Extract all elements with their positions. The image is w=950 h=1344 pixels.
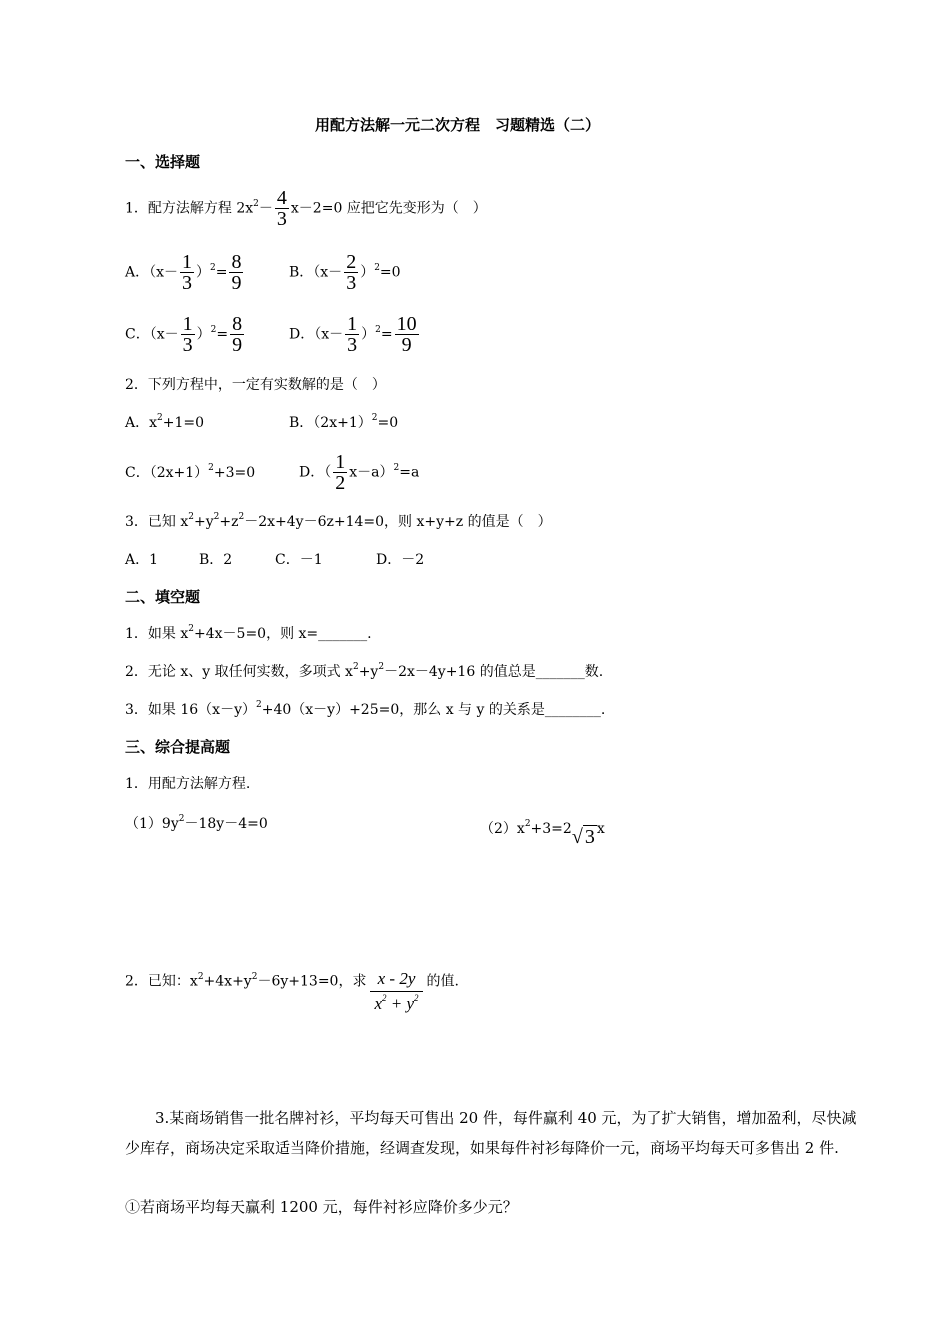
q1-c-label: C．（x－	[125, 326, 179, 343]
q1-b-n1: 2	[346, 251, 357, 273]
q1-option-c	[125, 314, 246, 355]
q3-t3: +z	[219, 514, 239, 530]
q3-option-b: B．2	[199, 552, 233, 568]
q1-option-b	[289, 252, 401, 293]
q2-d-denominator: 2	[335, 472, 346, 494]
q2-d-mid: x－a）	[349, 464, 394, 481]
comprehensive-question-2	[125, 960, 459, 1013]
q3-s2: 2	[213, 512, 220, 523]
c1-p1-pre: （1）9y	[125, 816, 179, 832]
fill1-pre: 1．如果 x	[125, 626, 189, 642]
c1-p2-radicand: 3	[584, 826, 595, 848]
c2-s1: 2	[197, 972, 204, 983]
c2-frac-denominator	[370, 992, 422, 1014]
q1-d-eq: =	[380, 326, 393, 343]
c2-den-op: +	[386, 993, 407, 1013]
comprehensive-question-3-paragraph: 3.某商场销售一批名牌衬衫，平均每天可售出 20 件，每件赢利 40 元，为了扩大销售，增加盈利，尽快减少库存，商场决定采取适当降价措施，经调查发现，如果每件衬衫每降价一元，商场平均每天可多售出 2 件.	[125, 1109, 857, 1157]
c2-frac-numerator: x - 2y	[370, 970, 422, 992]
q1-option-d	[289, 314, 421, 355]
fill3-pre: 3．如果 16（x－y）	[125, 702, 256, 718]
c1-part-1	[125, 814, 268, 832]
q2-d-post: =a	[399, 464, 420, 481]
fill2-s2: 2	[378, 662, 385, 673]
c1-p1-sup: 2	[178, 814, 185, 825]
q1-d-n2: 10	[396, 313, 417, 335]
fill-question-2	[125, 662, 604, 680]
q2-a-post: +1=0	[162, 415, 205, 431]
q1-b-eq: =0	[379, 264, 401, 281]
comprehensive-question-1-stem: 1．用配方法解方程.	[125, 776, 251, 792]
q3-t2: +y	[194, 514, 214, 530]
c1-p2-sup: 2	[524, 819, 531, 830]
q2-a-sup: 2	[157, 413, 163, 424]
q2-b-sup: 2	[371, 413, 378, 424]
section-heading-fill: 二、填空题	[125, 588, 201, 606]
q2-b-post: =0	[377, 415, 399, 431]
fill3-sup: 2	[255, 700, 262, 711]
fill1-post: +4x－5=0，则 x=_______.	[194, 626, 372, 642]
q1-c-n1: 1	[182, 313, 193, 335]
q1-c-n2: 8	[232, 313, 243, 335]
q1-stem-sup: 2	[253, 198, 259, 209]
q1-stem-post: x－2=0 应把它先变形为（ ）	[290, 200, 487, 217]
c2-tail: 的值.	[426, 973, 459, 990]
q1-a-label: A．（x－	[125, 264, 179, 281]
c2-mid: +4x+y	[203, 973, 252, 990]
q1-frac-numerator: 4	[276, 187, 287, 209]
q1-a-d1: 3	[182, 272, 193, 294]
q1-c-frac2	[230, 314, 244, 355]
q1-d-n1: 1	[347, 313, 358, 335]
c2-s2: 2	[251, 972, 258, 983]
c1-p1-post: －18y－4=0	[184, 816, 268, 832]
question-2-stem: 2．下列方程中，一定有实数解的是（ ）	[125, 377, 386, 393]
c2-expression-fraction	[370, 970, 422, 1013]
q1-a-eq: =	[215, 264, 228, 281]
fill3-post: +40（x－y）+25=0，那么 x 与 y 的关系是________.	[261, 702, 606, 718]
question-3-stem	[125, 512, 552, 530]
q1-b-d1: 3	[346, 272, 357, 294]
q2-d-pre: D．（	[299, 464, 332, 481]
c2-den-s1: 2	[382, 993, 387, 1004]
q1-c-sup: 2	[210, 324, 217, 335]
q1-a-d2: 9	[231, 272, 242, 294]
fill2-mid: +y	[358, 664, 379, 680]
q1-d-frac1	[345, 314, 359, 355]
q1-stem-fraction	[275, 188, 289, 229]
q2-c-post: +3=0	[213, 465, 256, 481]
q1-d-label: D．（x－	[289, 326, 344, 343]
c1-p2-post: x	[596, 821, 605, 837]
q2-option-a	[125, 413, 205, 431]
q1-a-frac1	[180, 252, 194, 293]
q1-a-frac2	[229, 252, 243, 293]
q1-a-n2: 8	[231, 251, 242, 273]
c1-part-2	[480, 817, 605, 848]
q1-a-sup: 2	[210, 262, 216, 273]
fill-question-1	[125, 624, 372, 642]
c1-p2-mid: +3=2	[530, 821, 572, 837]
q1-d-d1: 3	[347, 334, 358, 356]
q1-option-a	[125, 252, 245, 293]
q1-c-d1: 3	[182, 334, 193, 356]
q1-b-sup: 2	[374, 262, 380, 273]
q3-t1: 3．已知 x	[125, 514, 189, 530]
q1-c-frac1	[181, 314, 195, 355]
q1-c-mid: ）	[196, 326, 211, 343]
q2-c-pre: C．（2x+1）	[125, 465, 209, 481]
c3-subquestion-1: ①若商场平均每天赢利 1200 元，每件衬衫应降价多少元？	[125, 1198, 518, 1216]
q3-s3: 2	[238, 512, 245, 523]
q1-a-n1: 1	[182, 251, 193, 273]
q1-b-mid: ）	[360, 264, 375, 281]
q1-d-mid: ）	[361, 326, 376, 343]
q1-a-mid: ）	[196, 264, 211, 281]
fill1-sup: 2	[188, 624, 194, 635]
c1-p2-pre: （2）x	[480, 821, 525, 837]
q2-d-numerator: 1	[335, 451, 346, 473]
q2-b-pre: B．（2x+1）	[289, 415, 372, 431]
q2-a-pre: A．x	[125, 415, 158, 431]
q1-c-d2: 9	[232, 334, 243, 356]
c2-post: －6y+13=0，求	[257, 973, 367, 990]
q3-option-c: C．－1	[275, 552, 323, 568]
sqrt-sign-icon: √	[571, 826, 583, 848]
q2-option-b	[289, 413, 399, 431]
q3-option-d: D．－2	[376, 552, 425, 568]
question-1-stem	[125, 188, 487, 229]
q1-d-sup: 2	[375, 324, 381, 335]
q1-c-eq: =	[216, 326, 229, 343]
q2-option-d	[299, 452, 419, 493]
q2-option-c	[125, 463, 256, 481]
c2-den-s2: 2	[414, 993, 419, 1004]
q1-d-d2: 9	[401, 334, 412, 356]
q1-stem-mid: －	[258, 200, 273, 217]
q2-c-sup: 2	[208, 463, 214, 474]
c2-den-a: x	[374, 993, 383, 1013]
fill2-pre: 2．无论 x、y 取任何实数，多项式 x	[125, 664, 353, 680]
q1-stem-pre: 1．配方法解方程 2x	[125, 200, 254, 217]
section-heading-comprehensive: 三、综合提高题	[125, 738, 231, 756]
q2-d-sup: 2	[393, 462, 400, 473]
c2-pre: 2．已知：x	[125, 973, 198, 990]
q1-b-label: B．（x－	[289, 264, 343, 281]
section-heading-choice: 一、选择题	[125, 153, 201, 171]
q3-option-a: A．1	[125, 552, 159, 568]
q1-b-frac1	[344, 252, 358, 293]
q1-frac-denominator: 3	[276, 208, 287, 230]
fill2-post: －2x－4y+16 的值总是_______数.	[384, 664, 604, 680]
q1-d-frac2	[395, 314, 419, 355]
c1-p2-sqrt	[572, 826, 597, 848]
fill2-s1: 2	[352, 662, 359, 673]
fill-question-3	[125, 700, 606, 718]
q3-s1: 2	[188, 512, 194, 523]
page-title: 用配方法解一元二次方程 习题精选（二）	[315, 116, 601, 134]
c2-den-b: y	[406, 993, 415, 1013]
q3-t4: －2x+4y－6z+14=0，则 x+y+z 的值是（ ）	[244, 514, 552, 530]
q2-d-fraction	[333, 452, 347, 493]
